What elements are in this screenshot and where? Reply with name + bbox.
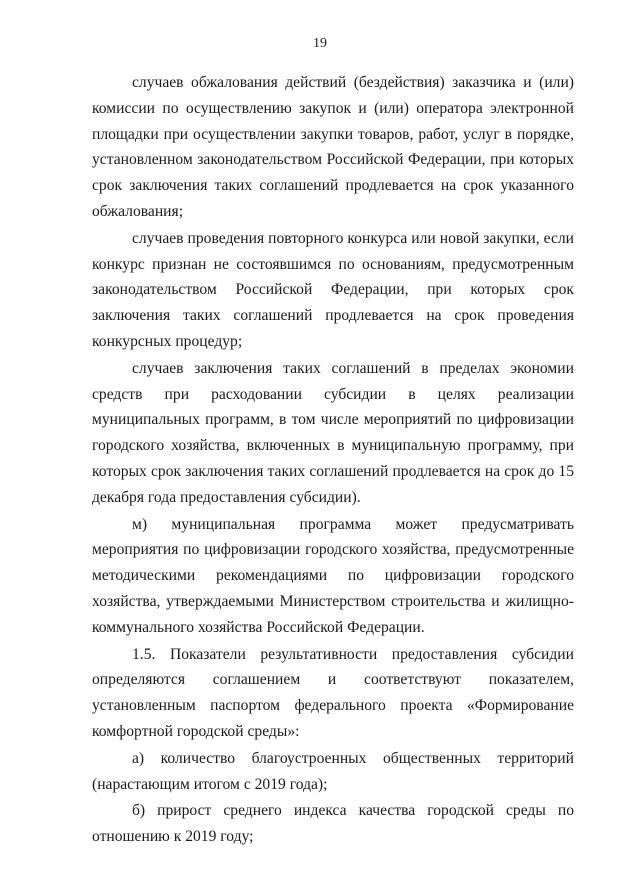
paragraph-repeat-tender-cases: случаев проведения повторного конкурса или новой закупки, если конкурс признан не состоявшимся по основаниям, предусмотренным законодательством Российской Федерации, при которых срок заключения таких соглашений продлевается на срок проведения конкурсных процедур; [92, 229, 574, 350]
paragraph-item-a: а) количество благоустроенных общественных территорий (нарастающим итогом с 2019 года); [92, 749, 574, 793]
document-body [92, 70, 574, 850]
paragraph-appeal-cases: случаев обжалования действий (бездействия) заказчика и (или) комиссии по осуществлению закупок и (или) оператора электронной площадки при осуществлении закупки товаров, работ, услуг в порядке, установленном законодательством Российской Федерации, при которых срок заключения таких соглашений продлевается на срок указанного обжалования; [92, 74, 574, 220]
paragraph-item-m: м) муниципальная программа может предусматривать мероприятия по цифровизации городского хозяйства, предусмотренные методическими рекомендациями по цифровизации городского хозяйства, утверждаемыми Министерством строительства и жилищно-коммунального хозяйства Российской Федерации. [92, 515, 574, 636]
paragraph-item-b: б) прирост среднего индекса качества городской среды по отношению к 2019 году; [92, 802, 574, 846]
paragraph-section-1-5: 1.5. Показатели результативности предоставления субсидии определяются соглашением и соответствуют показателем, установленным паспортом федерального проекта «Формирование комфортной городской среды»: [92, 645, 574, 740]
paragraph-savings-cases: случаев заключения таких соглашений в пределах экономии средств при расходовании субсидии в целях реализации муниципальных программ, в том числе мероприятий по цифровизации городского хозяйства, включенных в муниципальную программу, при которых срок заключения таких соглашений продлевается на срок до 15 декабря года предоставления субсидии). [92, 359, 574, 506]
page-number: 19 [313, 36, 327, 51]
